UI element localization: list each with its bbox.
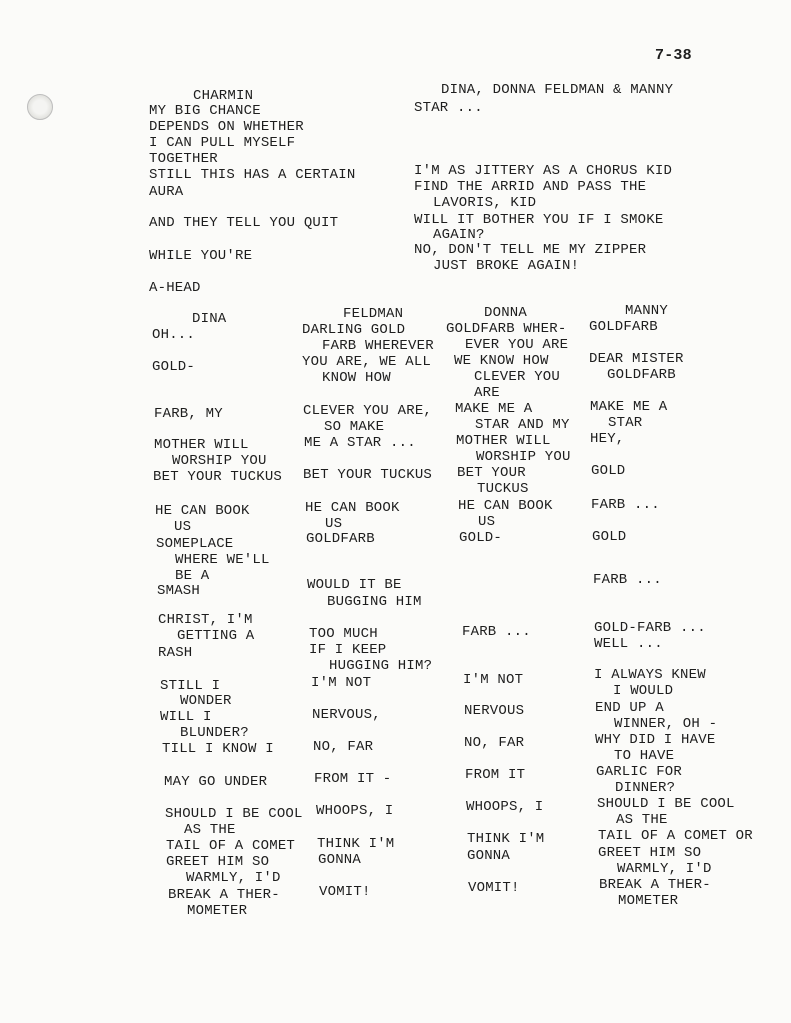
dina-line: US <box>174 519 192 535</box>
feldman-line: WHOOPS, I <box>316 803 394 819</box>
manny-line: TAIL OF A COMET OR <box>598 828 753 844</box>
dina-line: BLUNDER? <box>180 725 249 741</box>
feldman-line: FROM IT - <box>314 771 392 787</box>
manny-line: DEAR MISTER <box>589 351 684 367</box>
donna-line: THINK I'M <box>467 831 545 847</box>
donna-line: WHOOPS, I <box>466 799 544 815</box>
donna-line: FARB ... <box>462 624 531 640</box>
dina-line: BE A <box>175 568 210 584</box>
feldman-line: VOMIT! <box>319 884 371 900</box>
charmin-line: A-HEAD <box>149 280 201 296</box>
dina-line: SOMEPLACE <box>156 536 234 552</box>
manny-line: GOLD <box>591 463 626 479</box>
feldman-line: ME A STAR ... <box>304 435 416 451</box>
manny-line: AS THE <box>616 812 668 828</box>
donna-header: DONNA <box>484 305 528 321</box>
charmin-header: CHARMIN <box>193 88 254 104</box>
donna-line: HE CAN BOOK <box>458 498 553 514</box>
manny-line: GREET HIM SO <box>598 845 702 861</box>
feldman-line: NERVOUS, <box>312 707 381 723</box>
dina-line: WHERE WE'LL <box>175 552 270 568</box>
donna-line: I'M NOT <box>463 672 524 688</box>
feldman-line: BUGGING HIM <box>327 594 422 610</box>
charmin-line: DEPENDS ON WHETHER <box>149 119 304 135</box>
feldman-line: YOU ARE, WE ALL <box>302 354 432 370</box>
group-line: STAR ... <box>414 100 483 116</box>
donna-line: BET YOUR <box>457 465 526 481</box>
donna-line: MOTHER WILL <box>456 433 551 449</box>
donna-line: NERVOUS <box>464 703 525 719</box>
dina-line: SHOULD I BE COOL <box>165 806 303 822</box>
charmin-line: TOGETHER <box>149 151 218 167</box>
group-line: I'M AS JITTERY AS A CHORUS KID <box>414 163 673 179</box>
group-line: AGAIN? <box>433 227 485 243</box>
dina-line: GOLD- <box>152 359 196 375</box>
feldman-line: GOLDFARB <box>306 531 375 547</box>
feldman-line: US <box>325 516 343 532</box>
manny-line: WINNER, OH - <box>614 716 718 732</box>
feldman-line: WOULD IT BE <box>307 577 402 593</box>
dina-line: WILL I <box>160 709 212 725</box>
feldman-line: SO MAKE <box>324 419 385 435</box>
manny-line: WARMLY, I'D <box>617 861 712 877</box>
group-line: LAVORIS, KID <box>433 195 537 211</box>
manny-line: MAKE ME A <box>590 399 668 415</box>
hole-punch-mark <box>27 94 53 120</box>
dina-line: TAIL OF A COMET <box>166 838 296 854</box>
dina-line: STILL I <box>160 678 221 694</box>
manny-line: I ALWAYS KNEW <box>594 667 706 683</box>
dina-line: FARB, MY <box>154 406 223 422</box>
donna-line: NO, FAR <box>464 735 525 751</box>
dina-header: DINA <box>192 311 227 327</box>
feldman-line: DARLING GOLD <box>302 322 406 338</box>
manny-line: I WOULD <box>613 683 674 699</box>
dina-line: WARMLY, I'D <box>186 870 281 886</box>
feldman-line: GONNA <box>318 852 362 868</box>
manny-line: GOLDFARB <box>607 367 676 383</box>
dina-line: MAY GO UNDER <box>164 774 268 790</box>
group-line: WILL IT BOTHER YOU IF I SMOKE <box>414 212 664 228</box>
dina-line: OH... <box>152 327 196 343</box>
charmin-line: AND THEY TELL YOU QUIT <box>149 215 339 231</box>
manny-line: FARB ... <box>593 572 662 588</box>
manny-line: HEY, <box>590 431 625 447</box>
dina-line: BREAK A THER- <box>168 887 280 903</box>
donna-line: US <box>478 514 496 530</box>
donna-line: GONNA <box>467 848 511 864</box>
donna-line: ARE <box>474 385 500 401</box>
feldman-line: KNOW HOW <box>322 370 391 386</box>
manny-header: MANNY <box>625 303 669 319</box>
donna-line: GOLD- <box>459 530 503 546</box>
feldman-line: I'M NOT <box>311 675 372 691</box>
dina-line: GREET HIM SO <box>166 854 270 870</box>
dina-line: WONDER <box>180 693 232 709</box>
group-line: JUST BROKE AGAIN! <box>433 258 580 274</box>
donna-line: GOLDFARB WHER- <box>446 321 567 337</box>
charmin-line: AURA <box>149 184 184 200</box>
donna-line: FROM IT <box>465 767 526 783</box>
feldman-header: FELDMAN <box>343 306 404 322</box>
group-header: DINA, DONNA FELDMAN & MANNY <box>441 82 674 98</box>
dina-line: TILL I KNOW I <box>162 741 274 757</box>
donna-line: STAR AND MY <box>475 417 570 433</box>
dina-line: MOMETER <box>187 903 248 919</box>
feldman-line: CLEVER YOU ARE, <box>303 403 433 419</box>
donna-line: MAKE ME A <box>455 401 533 417</box>
feldman-line: THINK I'M <box>317 836 395 852</box>
manny-line: GARLIC FOR <box>596 764 683 780</box>
dina-line: AS THE <box>184 822 236 838</box>
group-line: FIND THE ARRID AND PASS THE <box>414 179 647 195</box>
dina-line: BET YOUR TUCKUS <box>153 469 283 485</box>
manny-line: FARB ... <box>591 497 660 513</box>
charmin-line: I CAN PULL MYSELF <box>149 135 296 151</box>
manny-line: END UP A <box>595 700 664 716</box>
donna-line: WORSHIP YOU <box>476 449 571 465</box>
manny-line: GOLDFARB <box>589 319 658 335</box>
dina-line: CHRIST, I'M <box>158 612 253 628</box>
manny-line: GOLD-FARB ... <box>594 620 706 636</box>
donna-line: WE KNOW HOW <box>454 353 549 369</box>
charmin-line: STILL THIS HAS A CERTAIN <box>149 167 356 183</box>
feldman-line: TOO MUCH <box>309 626 378 642</box>
group-line: NO, DON'T TELL ME MY ZIPPER <box>414 242 647 258</box>
charmin-line: WHILE YOU'RE <box>149 248 253 264</box>
manny-line: BREAK A THER- <box>599 877 711 893</box>
feldman-line: BET YOUR TUCKUS <box>303 467 433 483</box>
donna-line: CLEVER YOU <box>474 369 561 385</box>
page-number: 7-38 <box>655 47 692 64</box>
manny-line: TO HAVE <box>614 748 675 764</box>
dina-line: WORSHIP YOU <box>172 453 267 469</box>
dina-line: MOTHER WILL <box>154 437 249 453</box>
donna-line: VOMIT! <box>468 880 520 896</box>
dina-line: RASH <box>158 645 193 661</box>
dina-line: SMASH <box>157 583 201 599</box>
manny-line: WHY DID I HAVE <box>595 732 716 748</box>
manny-line: SHOULD I BE COOL <box>597 796 735 812</box>
dina-line: HE CAN BOOK <box>155 503 250 519</box>
feldman-line: HE CAN BOOK <box>305 500 400 516</box>
feldman-line: IF I KEEP <box>309 642 387 658</box>
charmin-line: MY BIG CHANCE <box>149 103 261 119</box>
donna-line: TUCKUS <box>477 481 529 497</box>
feldman-line: HUGGING HIM? <box>329 658 433 674</box>
donna-line: EVER YOU ARE <box>465 337 569 353</box>
feldman-line: FARB WHEREVER <box>322 338 434 354</box>
manny-line: MOMETER <box>618 893 679 909</box>
dina-line: GETTING A <box>177 628 255 644</box>
manny-line: WELL ... <box>594 636 663 652</box>
manny-line: DINNER? <box>615 780 676 796</box>
feldman-line: NO, FAR <box>313 739 374 755</box>
manny-line: GOLD <box>592 529 627 545</box>
manny-line: STAR <box>608 415 643 431</box>
